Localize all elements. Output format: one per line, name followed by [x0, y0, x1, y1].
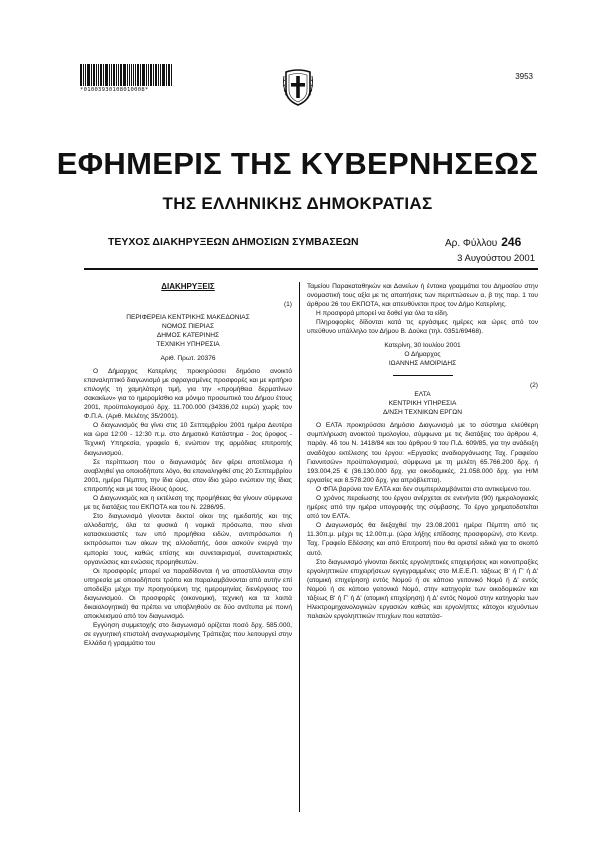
body-paragraph: Ο διαγωνισμός θα γίνει στις 10 Σεπτεμβρίου 2001 ημέρα Δευτέρα και ώρα 12:00 - 12:30 π.μ. στο Δημοτικό Κατάστημα - 2ος όροφος - Τεχνική Υπηρεσία, γραφείο 6, ενώπιον της αρμόδιας επιτροπής διαγωνισμού. [84, 422, 292, 457]
authority-line: ΠΕΡΙΦΕΡΕΙΑ ΚΕΝΤΡΙΚΗΣ ΜΑΚΕΔΟΝΙΑΣ [126, 314, 250, 322]
barcode-bar [166, 64, 167, 86]
barcode-bar [118, 64, 119, 86]
barcode-bar [150, 64, 152, 86]
barcode-bar [129, 64, 130, 86]
notice-marker-2: (2) [529, 381, 538, 389]
barcode-bar [133, 64, 134, 86]
authority-line: ΤΕΧΝΙΚΗ ΥΠΗΡΕΣΙΑ [156, 341, 220, 349]
barcode-bar [87, 64, 90, 86]
barcode-bar [127, 64, 128, 86]
sheet-number-block [445, 235, 521, 249]
issue-type: ΤΕΥΧΟΣ ΔΙΑΚΗΡΥΞΕΩΝ ΔΗΜΟΣΙΩΝ ΣΥΜΒΑΣΕΩΝ [108, 236, 359, 248]
body-paragraph: Η προσφορά μπορεί να δοθεί για όλα τα είδη. [316, 310, 449, 318]
authority-line: ΔΗΜΟΣ ΚΑΤΕΡΙΝΗΣ [156, 332, 220, 340]
barcode-bar [162, 64, 165, 86]
barcode-bar [131, 64, 133, 86]
body-paragraph: Ο Διαγωνισμός θα διεξαχθεί την 23.08.2001 ημέρα Πέμπτη από τις 11.30π.μ. μέχρι τις 12.00π.μ. (ώρα λήξης επίδοσης προσφορών), στο Κεντρ. Ταχ. Γραφείο Εδέσσης και από Επιτροπή που θα οριστεί ειδικά για το σκοπό αυτό. [307, 522, 538, 557]
barcode-bar [171, 64, 172, 86]
barcode-bar [148, 64, 149, 86]
gazette-title: ΕΦΗΜΕΡΙΣ ΤΗΣ ΚΥΒΕΡΝΗΣΕΩΣ [56, 146, 539, 181]
protocol-number: Αριθ. Πρωτ. 20376 [160, 354, 216, 362]
body-paragraph: Ο Διαγωνισμός και η εκτέλεση της προμήθειας θα γίνουν σύμφωνα με τις διατάξεις του ΕΚΠΟΤΑ και του Ν. 2286/95. [84, 494, 292, 512]
column-divider [299, 282, 300, 812]
barcode-bar [109, 64, 110, 86]
body-paragraph: Σε περίπτωση που ο διαγωνισμός δεν φέρει αποτέλεσμα ή αναβληθεί για οποιοδήποτε λόγο, θα επαναληφθεί στις 20 Σεπτεμβρίου 2001, ημέρα Πέμπτη, την ίδια ώρα, στον ίδιο χώρο ενώπιον της ίδιας επιτροπής και με τους ίδιους όρους. [84, 458, 292, 493]
barcode-bar [91, 64, 92, 86]
left-column [84, 282, 292, 649]
notice-marker-1: (1) [283, 301, 292, 309]
barcode-bar [168, 64, 170, 86]
authority-line: ΝΟΜΟΣ ΠΙΕΡΙΑΣ [161, 323, 215, 331]
barcode-bar [123, 64, 126, 86]
section-heading: ΔΙΑΚΗΡΥΞΕΙΣ [161, 282, 215, 291]
body-paragraph: Ο ΦΠΑ βαρύνει τον ΕΛΤΑ και δεν συμπεριλαμβάνεται στο αντικείμενο του. [316, 485, 531, 493]
barcode-number: *01003930108010008* [80, 87, 149, 93]
barcode-bar [105, 64, 108, 86]
barcode-bar [96, 64, 97, 86]
notice-separator [393, 375, 453, 376]
barcode-bar [135, 64, 136, 86]
barcode-bars [80, 64, 172, 86]
header-rule [84, 268, 538, 270]
issue-date: 3 Αυγούστου 2001 [457, 253, 535, 264]
page-number: 3953 [515, 72, 533, 81]
barcode-bar [160, 64, 161, 86]
sheet-label: Αρ. Φύλλου [445, 238, 498, 249]
barcode-bar [142, 64, 145, 86]
body-paragraph: Ο ΕΛΤΑ προκηρύσσει Δημόσιο Διαγωνισμό με το σύστημα ελεύθερη συμπλήρωση ανοικτού τιμολογίου, σύμφωνα με τις διατάξεις του άρθρου 4, παράγ. 4δ του Ν. 1418/84 και του άρθρου 9 του Π.Δ. 609/85, για την ανάδειξη αναδόχου εκτέλεσης του έργου: «Εργασίες αναδιοργάνωσης Ταχ. Γραφείου Γιαννιτσών» προϋπολογισμού, σύμφωνα με τη μελέτη 65.766.200 δρχ. ή 193.004,25 € (36.130.000 δρχ. για οικοδομικές, 21.058.000 δρχ. για Η/Μ εργασίες και 8.578.200 δρχ. για απρόβλεπτα). [307, 422, 538, 484]
barcode-bar [85, 64, 86, 86]
barcode-bar [80, 64, 82, 86]
body-paragraph: Στο διαγωνισμό γίνονται δεκτοί οίκοι της ημεδαπής και της αλλοδαπής, όλα τα φυσικά ή νομικά πρόσωπα, που είναι κατασκευαστές των υπό προμήθεια ειδών, αντιπρόσωποι ή εκπρόσωποι των οίκων της αλλοδαπής, όσοι ασκούν ενεργά την εμπορία τους, καθώς επίσης και συνεταιρισμοί, συνεταιριστικές οργανώσεις και ενώσεις προμηθευτών. [84, 513, 292, 566]
barcode-bar [100, 64, 102, 86]
barcode-bar [93, 64, 95, 86]
barcode-bar [153, 64, 154, 86]
authority-line: Δ/ΝΣΗ ΤΕΧΝΙΚΩΝ ΕΡΓΩΝ [382, 409, 462, 417]
barcode-bar [98, 64, 99, 86]
signer-title: Ο Δήμαρχος [404, 350, 441, 358]
body-paragraph: Ο Δήμαρχος Κατερίνης προκηρύσσει δημόσιο ανοικτό επαναληπτικό διαγωνισμό με σφραγισμένες προσφορές και με κριτήριο επιλογής τη χαμηλότερη τιμή, για την «προμήθεια δερματίνων σακακίων» για το ημερομίσθιο και μόνιμο προσωπικό του Δήμου έτους 2001, προϋπολογισμού δρχ. 11.700.000 (34336,02 ευρώ) χωρίς τον Φ.Π.Α. (Αριθ. Μελέτης 35/2001). [84, 367, 292, 421]
body-paragraph: Ταμείου Παρακαταθηκών και Δανείων ή έντοκα γραμμάτια του Δημοσίου στην ονομαστική τους αξία με τις απαιτήσεις των περιπτώσεων α, β της παρ. 1 του άρθρου 26 του ΕΚΠΟΤΑ, και απευθύνεται προς τον Δήμο Κατερίνης. [307, 283, 538, 309]
barcode-bar [113, 64, 115, 86]
barcode-bar [155, 64, 157, 86]
body-paragraph: Οι προσφορές μπορεί να παραδίδονται ή να αποστέλλονται στην υπηρεσία με οποιοδήποτε τρόπο και παραλαμβάνονται από αυτήν επί αποδείξει μέχρι την προηγούμενη της ημερομηνίας διενέργειας του διαγωνισμού. Οι προσφορές (οικονομική, τεχνική και τα λοιπά δικαιολογητικά) θα πρέπει να υποβληθούν σε δύο αντίτυπα με ποινή αποκλεισμού από τον διαγωνισμό. [84, 567, 292, 621]
authority-line: ΕΛΤΑ [414, 390, 431, 398]
barcode-bar [146, 64, 147, 86]
sheet-number: 246 [501, 235, 522, 249]
place-date: Κατερίνη, 30 Ιουλίου 2001 [384, 341, 461, 349]
greek-coat-of-arms-icon [282, 66, 314, 108]
right-column [307, 282, 538, 621]
body-paragraph: Πληροφορίες δίδονται κατά τις εργάσιμες ημέρες και ώρες από τον υπεύθυνο υπάλληλο τον Δήμου Β. Δούκα (τηλ. 0351/69468). [307, 319, 538, 336]
barcode-bar [140, 64, 141, 86]
barcode-bar [116, 64, 117, 86]
barcode-bar [120, 64, 122, 86]
authority-line: ΚΕΝΤΡΙΚΗ ΥΠΗΡΕΣΙΑ [388, 400, 457, 408]
body-paragraph: Στο διαγωνισμό γίνονται δεκτές εργοληπτικές επιχειρήσεις και κοινοπραξίες εργοληπτικών επιχειρήσεων εγγεγραμμένες στο Μ.Ε.Ε.Π. τάξεως Β' ή Γ' ή Δ' (ατομική επιχείρηση) εντός Νομού ή σε κάποιο γειτονικό Νομό ή Δ' εντός Νομού ή σε κάποιο γειτονικό Νομό, στην κατηγορία των οικοδομικών και τάξεως Β' ή Γ' ή Δ' (ατομική επιχείρηση) ή Δ' εντός Νομού στην κατηγορία των Ηλεκτρομηχανολογικών εργασιών καθώς και εργολήπτες κάτοχοι ισχυόντων παλαιών εργοληπτικών πτυχίων που κατατάσ- [307, 558, 538, 621]
body-paragraph: Εγγύηση συμμετοχής στο διαγωνισμό ορίζεται ποσό δρχ. 585.000, σε εγγυητική επιστολή αναγνωρισμένης Τράπεζας που λειτουργεί στην Ελλάδα ή γραμμάτιο του [84, 622, 292, 648]
barcode-bar [111, 64, 112, 86]
barcode-bar [158, 64, 159, 86]
barcode [80, 64, 172, 94]
gazette-subtitle: ΤΗΣ ΕΛΛΗΝΙΚΗΣ ΔΗΜΟΚΡΑΤΙΑΣ [162, 194, 433, 213]
signer-name: ΙΩΑΝΝΗΣ ΑΜΟΙΡΙΔΗΣ [388, 359, 457, 367]
barcode-bar [103, 64, 104, 86]
barcode-bar [137, 64, 139, 86]
body-paragraph: Ο χρόνος περαίωσης του έργου ανέρχεται σε ενενήντα (90) ημερολογιακές ημέρες από την ημέρα υπογραφής της σύμβασης. Το έργο χρηματοδοτείται από τον ΕΛΤΑ. [307, 494, 538, 521]
barcode-bar [83, 64, 84, 86]
